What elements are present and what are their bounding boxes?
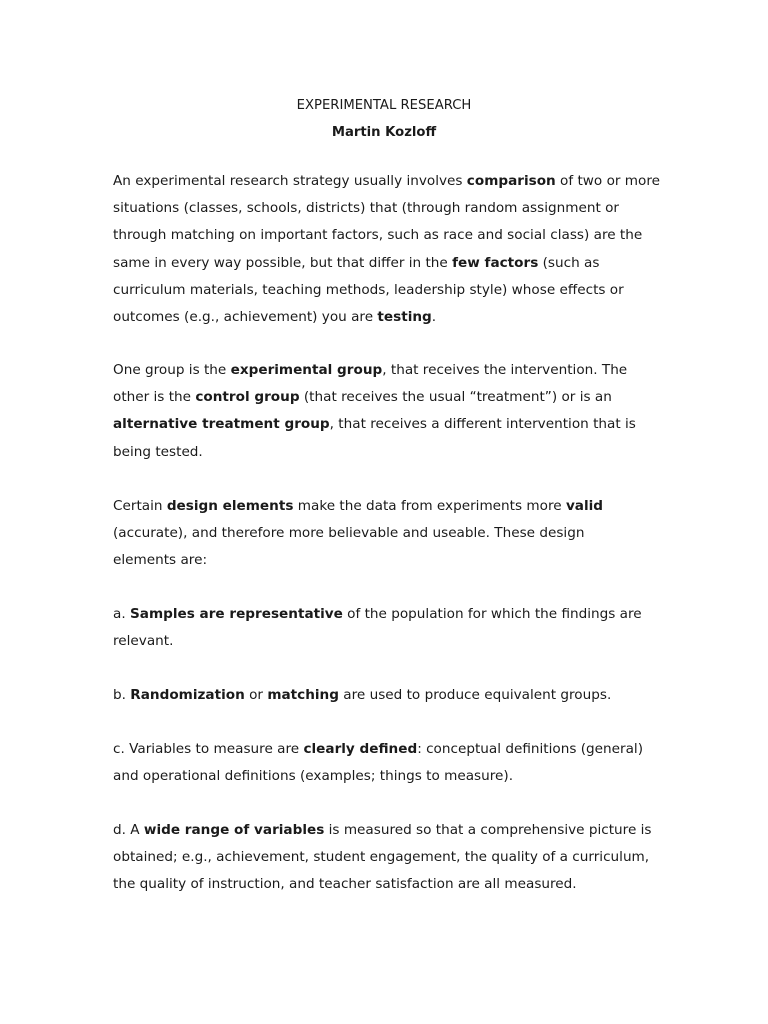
text-run: d. A [113,822,144,838]
text-run: An experimental research strategy usually involves [113,173,467,189]
text-run: , that receives the intervention. The [382,362,628,378]
text-run: Certain [113,498,167,514]
text-run: being tested. [113,443,203,460]
text-line [113,277,673,304]
text-line [113,844,673,871]
text-run: of two or more [555,173,661,189]
text-line [113,357,673,384]
bold-term: Randomization [130,687,245,703]
text-line [113,493,673,520]
text-line [113,411,673,438]
text-run: and operational definitions (examples; things to measure). [113,768,514,785]
text-run: (that receives the usual “treatment”) or is an [299,389,612,406]
text-line [113,250,673,277]
text-run: are used to produce equivalent groups. [338,687,612,703]
text-run: a. [113,606,130,622]
text-run: situations (classes, schools, districts) that (through random assignment or [113,200,620,217]
bold-term: valid [565,498,604,514]
text-run: relevant. [113,633,174,650]
text-line [113,439,673,466]
text-line [113,304,673,331]
bold-term: control group [195,389,300,406]
bold-term: testing [377,308,432,325]
text-line [113,222,673,249]
text-run: or [244,687,268,703]
bold-term: comparison [466,173,556,189]
bold-term: wide range of variables [143,822,325,838]
list-item-a [113,601,673,655]
list-item-d [113,817,673,899]
text-run: One group is the [113,362,231,378]
text-run: is measured so that a comprehensive picture is [324,822,652,838]
text-run: make the data from experiments more [293,498,566,514]
document-author: Martin Kozloff [331,125,437,140]
text-run: through matching on important factors, such as race and social class) are the [113,227,643,244]
text-run: c. Variables to measure are [113,741,304,757]
bold-term: experimental group [230,362,383,378]
text-line [113,384,673,411]
text-line [113,547,673,574]
text-line [113,736,673,763]
list-item-c [113,736,673,790]
text-run: of the population for which the findings are [342,606,642,622]
text-run: : conceptual definitions (general) [417,741,643,757]
title-block [0,92,768,146]
text-run: obtained; e.g., achievement, student engagement, the quality of a curriculum, [113,849,650,866]
document-title: EXPERIMENTAL RESEARCH [296,98,472,113]
text-run: , that receives a different intervention that is [329,416,636,433]
bold-term: matching [267,687,339,703]
text-line [113,601,673,628]
text-line [113,763,673,790]
text-line [113,682,673,709]
list-item-b [113,682,673,709]
text-run: (such as [538,254,600,271]
text-line [113,871,673,898]
text-run: curriculum materials, teaching methods, leadership style) whose effects or [113,281,624,298]
paragraph-design-elements [113,493,673,575]
text-line [113,520,673,547]
text-run: the quality of instruction, and teacher satisfaction are all measured. [113,876,577,893]
text-run: (accurate), and therefore more believable and useable. These design [113,525,585,542]
text-line [113,628,673,655]
text-line [113,817,673,844]
bold-term: clearly defined [303,741,418,757]
text-line [113,168,673,195]
bold-term: Samples are representative [129,606,343,622]
paragraph-groups [113,357,673,466]
text-run: outcomes (e.g., achievement) you are [113,308,378,325]
text-line [113,195,673,222]
text-run: same in every way possible, but that differ in the [113,254,453,271]
text-run: other is the [113,389,196,406]
bold-term: few factors [452,254,539,271]
text-run: elements are: [113,552,208,569]
bold-term: alternative treatment group [113,416,330,433]
text-run: . [431,308,437,325]
text-run: b. [113,687,131,703]
bold-term: design elements [166,498,294,514]
paragraph-intro [113,168,673,331]
